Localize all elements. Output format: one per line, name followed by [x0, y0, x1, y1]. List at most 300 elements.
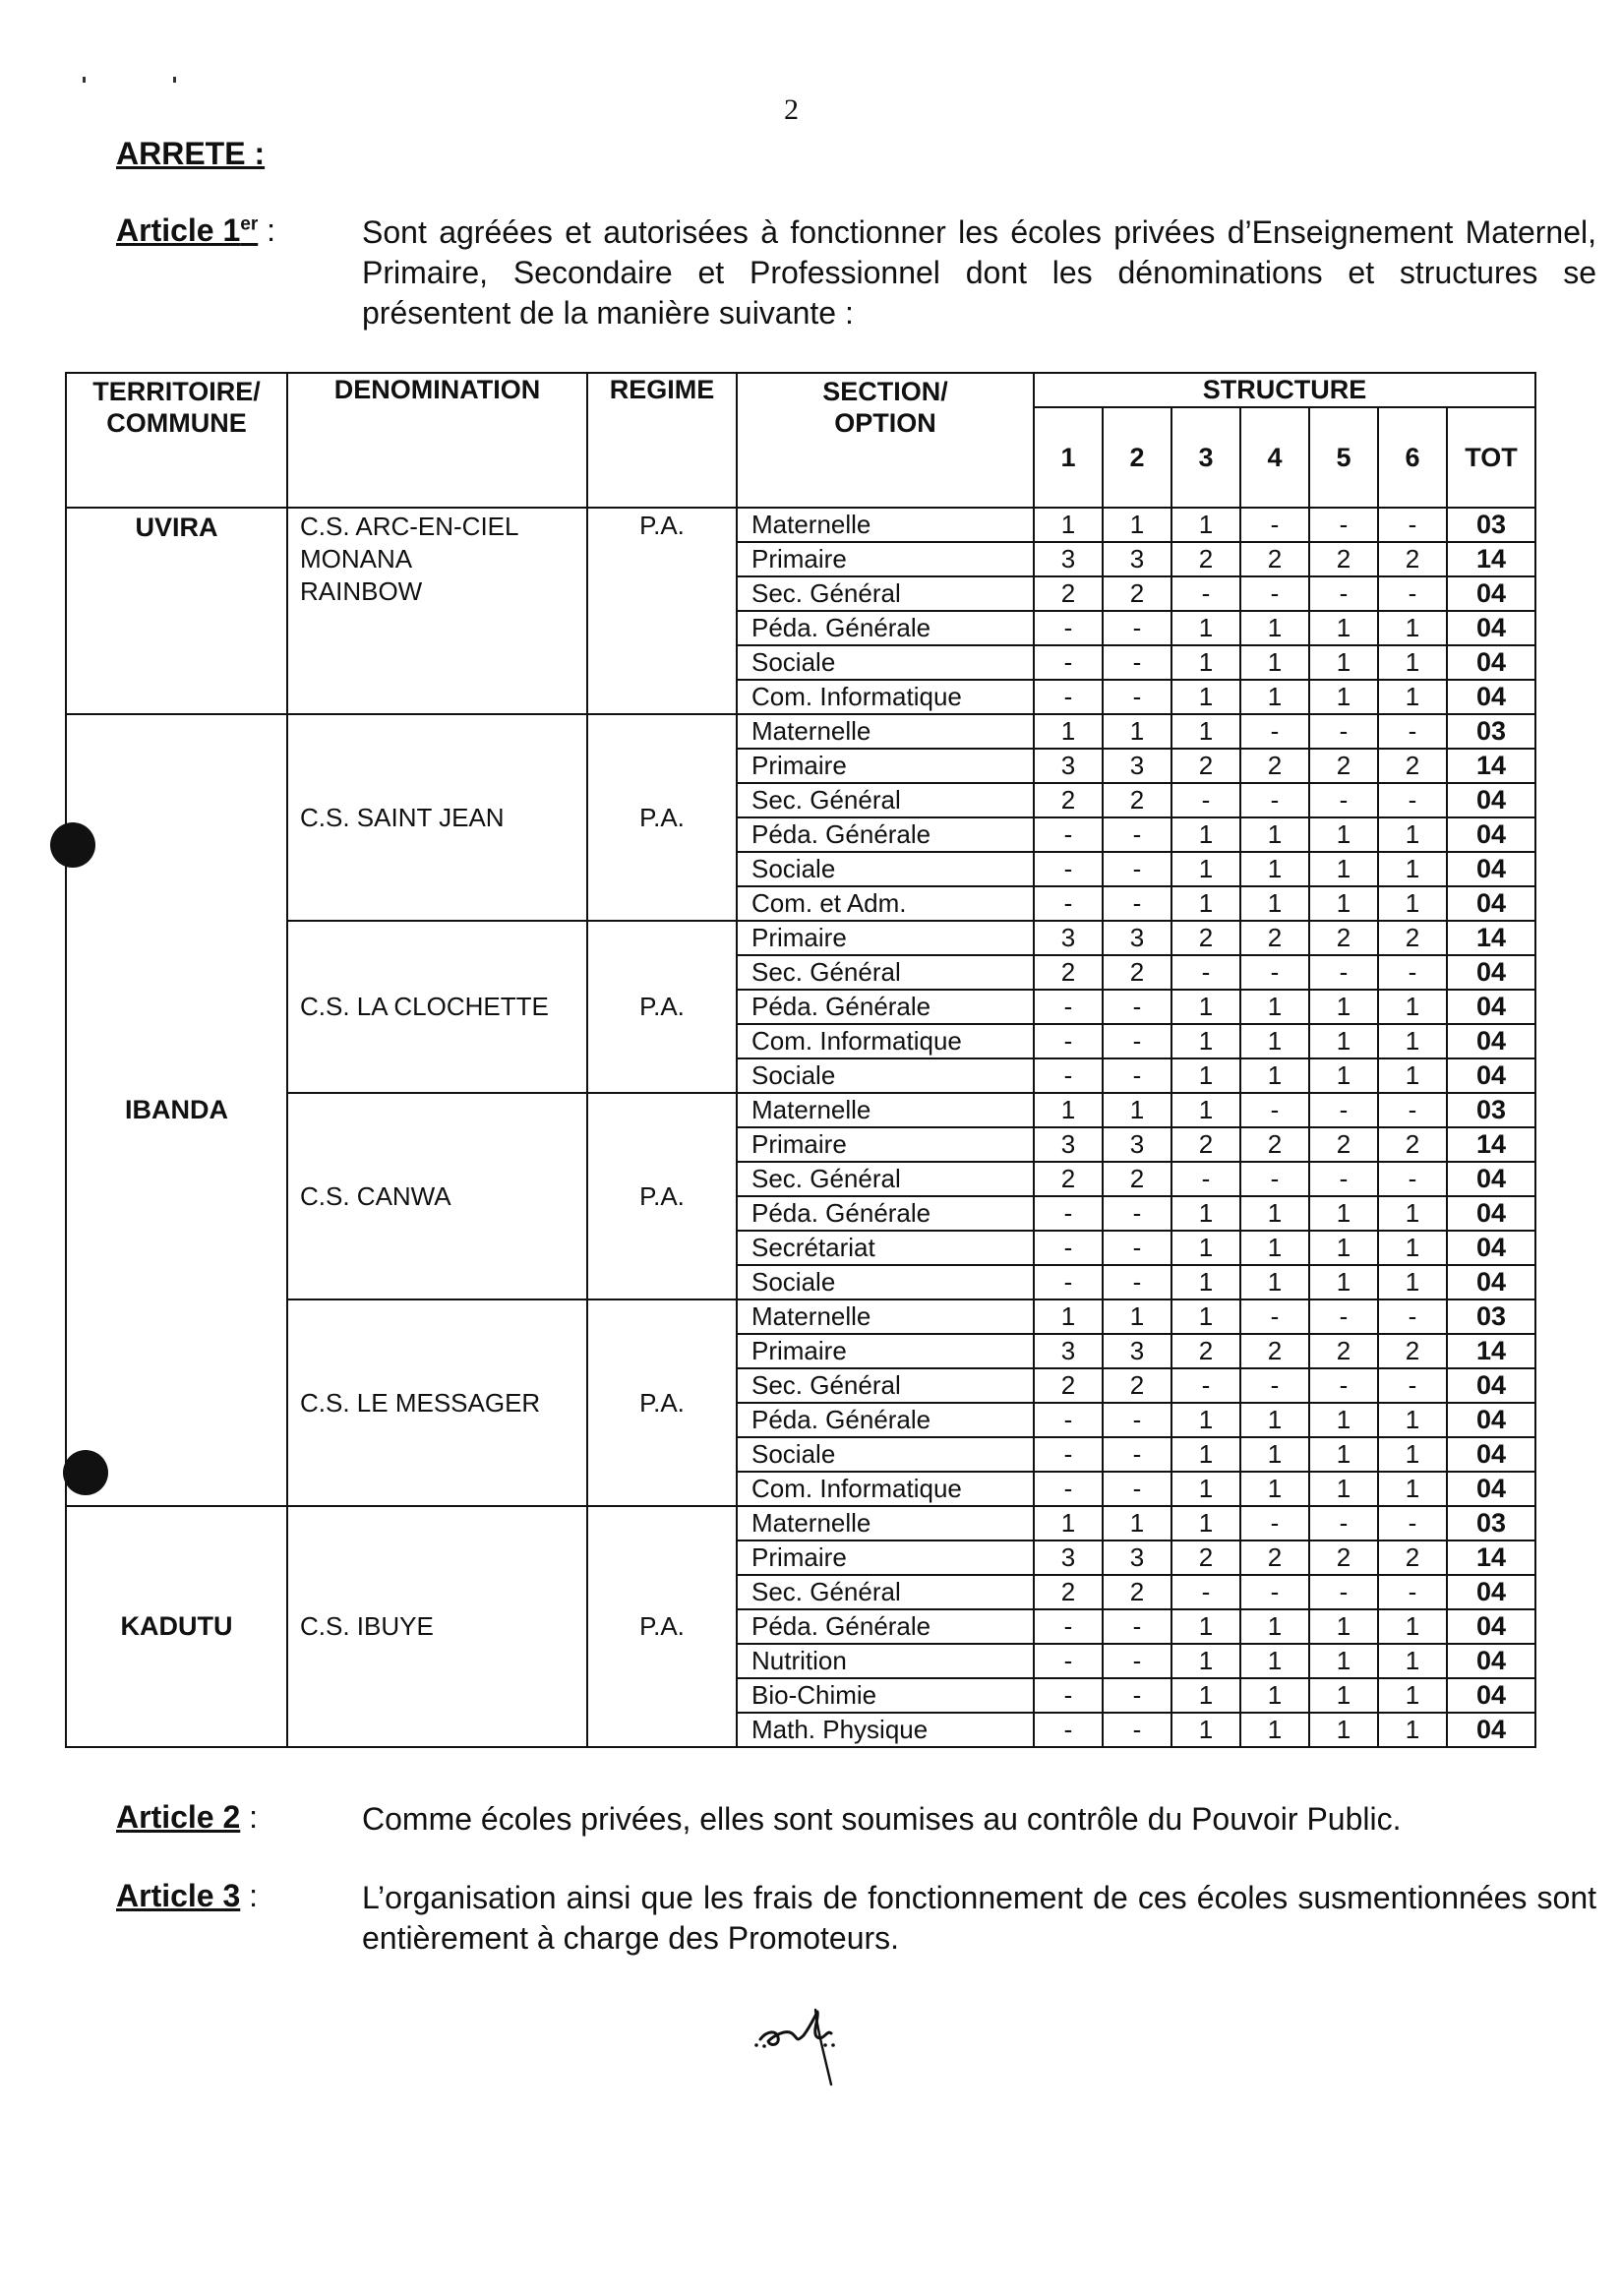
structure-level-cell: 1 [1309, 645, 1378, 680]
structure-level-cell: 1 [1240, 611, 1309, 645]
total-cell: 04 [1447, 680, 1535, 714]
structure-level-cell: 1 [1103, 508, 1171, 542]
total-cell: 04 [1447, 1713, 1535, 1747]
structure-level-cell: - [1103, 1058, 1171, 1093]
section-option-cell: Primaire [737, 921, 1034, 955]
article-2-text: Comme écoles privées, elles sont soumises au contrôle du Pouvoir Public. [362, 1801, 1402, 1837]
section-option-cell: Maternelle [737, 1093, 1034, 1127]
section-option-cell: Sec. Général [737, 1368, 1034, 1403]
structure-level-cell: 3 [1103, 542, 1171, 576]
regime-cell: P.A. [587, 1299, 737, 1506]
structure-level-cell: - [1103, 1196, 1171, 1231]
structure-level-cell: 1 [1309, 1609, 1378, 1644]
structure-level-cell: - [1309, 1299, 1378, 1334]
structure-level-cell: 1 [1378, 886, 1447, 921]
structure-level-cell: - [1240, 576, 1309, 611]
section-option-cell: Primaire [737, 1541, 1034, 1575]
structure-level-cell: - [1103, 645, 1171, 680]
handwritten-initials-signature [752, 1982, 861, 2090]
total-cell: 14 [1447, 1541, 1535, 1575]
structure-level-cell: - [1034, 1713, 1103, 1747]
structure-level-cell: 2 [1103, 955, 1171, 990]
section-option-cell: Com. Informatique [737, 680, 1034, 714]
total-cell: 04 [1447, 852, 1535, 886]
structure-level-cell: 1 [1240, 645, 1309, 680]
structure-level-cell: - [1240, 508, 1309, 542]
structure-level-cell: 1 [1309, 1265, 1378, 1299]
structure-level-cell: 1 [1309, 852, 1378, 886]
header-level-3: 3 [1171, 407, 1240, 508]
denomination-cell [287, 1506, 587, 1747]
structure-level-cell: 1 [1240, 1058, 1309, 1093]
table-body [66, 508, 1535, 1747]
total-cell: 04 [1447, 817, 1535, 852]
total-cell: 14 [1447, 1334, 1535, 1368]
article-1-text: Sont agréées et autorisées à fonctionner les écoles privées d’Enseignement Maternel, Primaire, Secondaire et Professionnel dont les dénominations et structures se présentent de la manière suivante : [362, 214, 1596, 331]
structure-level-cell: - [1378, 1162, 1447, 1196]
total-cell: 04 [1447, 611, 1535, 645]
structure-level-cell: - [1378, 576, 1447, 611]
structure-level-cell: - [1378, 1575, 1447, 1609]
section-option-cell: Primaire [737, 1127, 1034, 1162]
structure-level-cell: 2 [1034, 576, 1103, 611]
structure-level-cell: - [1171, 783, 1240, 817]
structure-level-cell: - [1034, 817, 1103, 852]
structure-level-cell: 2 [1309, 921, 1378, 955]
total-cell: 04 [1447, 1609, 1535, 1644]
section-option-cell: Sociale [737, 645, 1034, 680]
total-cell: 14 [1447, 1127, 1535, 1162]
structure-level-cell: 1 [1378, 1644, 1447, 1678]
structure-level-cell: - [1034, 1472, 1103, 1506]
structure-level-cell: 2 [1378, 921, 1447, 955]
structure-level-cell: 1 [1378, 680, 1447, 714]
denomination-cell [287, 1299, 587, 1506]
header-denomination: DENOMINATION [287, 373, 587, 508]
structure-level-cell: - [1378, 955, 1447, 990]
table-row [66, 1299, 1535, 1334]
structure-level-cell: 1 [1171, 1403, 1240, 1437]
structure-level-cell: 1 [1034, 714, 1103, 749]
structure-level-cell: 1 [1240, 1024, 1309, 1058]
structure-level-cell: 1 [1171, 886, 1240, 921]
structure-level-cell: 1 [1171, 1265, 1240, 1299]
structure-level-cell: 2 [1240, 1541, 1309, 1575]
header-territoire: TERRITOIRE/ COMMUNE [66, 373, 287, 508]
header-level-4: 4 [1240, 407, 1309, 508]
total-cell: 04 [1447, 1644, 1535, 1678]
denomination-line: C.S. ARC-EN-CIEL [300, 512, 519, 541]
structure-level-cell: - [1034, 1058, 1103, 1093]
structure-level-cell: - [1034, 1403, 1103, 1437]
structure-level-cell: - [1240, 783, 1309, 817]
structure-level-cell: 1 [1378, 1024, 1447, 1058]
section-option-cell: Sec. Général [737, 576, 1034, 611]
header-regime: REGIME [587, 373, 737, 508]
structure-level-cell: - [1171, 1162, 1240, 1196]
structure-level-cell: - [1171, 1368, 1240, 1403]
structure-level-cell: - [1240, 1368, 1309, 1403]
total-cell: 14 [1447, 749, 1535, 783]
section-option-cell: Sec. Général [737, 783, 1034, 817]
structure-level-cell: - [1103, 1024, 1171, 1058]
structure-level-cell: - [1034, 680, 1103, 714]
structure-level-cell: 1 [1309, 1644, 1378, 1678]
structure-level-cell: 2 [1034, 1368, 1103, 1403]
denomination-cell [287, 508, 587, 714]
total-cell: 03 [1447, 1506, 1535, 1541]
denomination-line: C.S. SAINT JEAN [300, 802, 505, 832]
structure-level-cell: - [1103, 1403, 1171, 1437]
structure-level-cell: - [1309, 508, 1378, 542]
structure-level-cell: - [1034, 1196, 1103, 1231]
article-2 [116, 1799, 1493, 1848]
territory-cell: UVIRA [66, 508, 287, 714]
structure-level-cell: - [1103, 1472, 1171, 1506]
structure-level-cell: - [1240, 1506, 1309, 1541]
structure-level-cell: 1 [1240, 1472, 1309, 1506]
structure-level-cell: 1 [1309, 886, 1378, 921]
structure-level-cell: - [1378, 714, 1447, 749]
structure-level-cell: - [1034, 852, 1103, 886]
total-cell: 14 [1447, 542, 1535, 576]
section-option-cell: Sociale [737, 1058, 1034, 1093]
article-1 [116, 212, 1596, 340]
structure-level-cell: - [1034, 1678, 1103, 1713]
structure-level-cell: 1 [1309, 1231, 1378, 1265]
section-option-cell: Sociale [737, 852, 1034, 886]
structure-level-cell: 1 [1171, 1713, 1240, 1747]
structure-level-cell: 1 [1171, 1196, 1240, 1231]
structure-level-cell: - [1034, 645, 1103, 680]
total-cell: 04 [1447, 1196, 1535, 1231]
structure-level-cell: - [1103, 1678, 1171, 1713]
table-row [66, 1093, 1535, 1127]
structure-level-cell: 2 [1378, 542, 1447, 576]
structure-level-cell: 2 [1240, 749, 1309, 783]
structure-level-cell: 1 [1034, 1093, 1103, 1127]
structure-level-cell: - [1103, 1609, 1171, 1644]
structure-level-cell: 2 [1378, 1127, 1447, 1162]
structure-level-cell: 2 [1309, 542, 1378, 576]
structure-level-cell: 2 [1240, 1334, 1309, 1368]
total-cell: 04 [1447, 1575, 1535, 1609]
structure-level-cell: - [1034, 1265, 1103, 1299]
structure-level-cell: - [1378, 1093, 1447, 1127]
structure-level-cell: 1 [1171, 1058, 1240, 1093]
structure-level-cell: 1 [1240, 1265, 1309, 1299]
structure-level-cell: - [1103, 1437, 1171, 1472]
structure-level-cell: 3 [1103, 921, 1171, 955]
structure-level-cell: 1 [1309, 990, 1378, 1024]
regime-cell: P.A. [587, 1093, 737, 1299]
structure-level-cell: 2 [1171, 1541, 1240, 1575]
total-cell: 03 [1447, 1299, 1535, 1334]
structure-level-cell: 1 [1171, 1678, 1240, 1713]
structure-level-cell: 1 [1309, 1024, 1378, 1058]
structure-level-cell: 1 [1240, 1678, 1309, 1713]
structure-level-cell: 3 [1034, 921, 1103, 955]
structure-level-cell: 3 [1034, 1541, 1103, 1575]
structure-level-cell: 1 [1309, 1196, 1378, 1231]
structure-level-cell: 2 [1240, 542, 1309, 576]
structure-level-cell: 2 [1309, 1127, 1378, 1162]
denomination-line: MONANA [300, 544, 413, 574]
structure-level-cell: 1 [1171, 1437, 1240, 1472]
structure-level-cell: - [1378, 1368, 1447, 1403]
structure-level-cell: 1 [1378, 817, 1447, 852]
denomination-line: RAINBOW [300, 576, 423, 606]
structure-level-cell: - [1309, 714, 1378, 749]
structure-level-cell: 2 [1378, 749, 1447, 783]
structure-level-cell: 1 [1171, 1231, 1240, 1265]
structure-level-cell: 1 [1309, 680, 1378, 714]
structure-level-cell: - [1103, 611, 1171, 645]
structure-level-cell: - [1103, 852, 1171, 886]
structure-level-cell: - [1240, 1575, 1309, 1609]
structure-level-cell: 1 [1240, 990, 1309, 1024]
structure-level-cell: 1 [1171, 611, 1240, 645]
structure-level-cell: 2 [1103, 1162, 1171, 1196]
section-option-cell: Bio-Chimie [737, 1678, 1034, 1713]
structure-level-cell: 1 [1171, 817, 1240, 852]
section-option-cell: Péda. Générale [737, 817, 1034, 852]
structure-level-cell: 1 [1309, 1713, 1378, 1747]
section-option-cell: Sociale [737, 1437, 1034, 1472]
structure-level-cell: 1 [1309, 1472, 1378, 1506]
section-option-cell: Math. Physique [737, 1713, 1034, 1747]
total-cell: 04 [1447, 990, 1535, 1024]
structure-level-cell: 2 [1240, 1127, 1309, 1162]
structure-level-cell: - [1034, 1644, 1103, 1678]
article-1-label: Article 1er : [116, 212, 276, 248]
structure-level-cell: - [1240, 1299, 1309, 1334]
structure-level-cell: 1 [1378, 1678, 1447, 1713]
structure-level-cell: 1 [1309, 611, 1378, 645]
territory-cell: KADUTU [66, 1506, 287, 1747]
section-option-cell: Com. Informatique [737, 1472, 1034, 1506]
regime-cell: P.A. [587, 921, 737, 1093]
structure-level-cell: - [1240, 714, 1309, 749]
structure-level-cell: - [1378, 1506, 1447, 1541]
structure-level-cell: - [1103, 886, 1171, 921]
structure-level-cell: 2 [1171, 1334, 1240, 1368]
structure-level-cell: 2 [1034, 1162, 1103, 1196]
denomination-line: C.S. LA CLOCHETTE [300, 992, 549, 1021]
structure-level-cell: 2 [1171, 921, 1240, 955]
structure-level-cell: - [1309, 783, 1378, 817]
structure-level-cell: 1 [1103, 1093, 1171, 1127]
structure-level-cell: 1 [1034, 508, 1103, 542]
total-cell: 04 [1447, 1024, 1535, 1058]
section-option-cell: Maternelle [737, 1506, 1034, 1541]
territory-cell: IBANDA [66, 714, 287, 1506]
section-option-cell: Primaire [737, 749, 1034, 783]
structure-level-cell: 2 [1034, 1575, 1103, 1609]
structure-level-cell: - [1034, 611, 1103, 645]
section-option-cell: Sec. Général [737, 1162, 1034, 1196]
header-section: SECTION/ OPTION [737, 373, 1034, 508]
table-row [66, 921, 1535, 955]
structure-level-cell: 1 [1309, 1437, 1378, 1472]
total-cell: 04 [1447, 955, 1535, 990]
structure-level-cell: 1 [1378, 1196, 1447, 1231]
structure-level-cell: - [1103, 1644, 1171, 1678]
section-option-cell: Péda. Générale [737, 1196, 1034, 1231]
section-option-cell: Péda. Générale [737, 1609, 1034, 1644]
structure-level-cell: - [1103, 990, 1171, 1024]
structure-level-cell: 3 [1034, 1334, 1103, 1368]
scan-speck [173, 77, 176, 83]
structure-level-cell: 3 [1103, 1541, 1171, 1575]
section-option-cell: Primaire [737, 1334, 1034, 1368]
structure-level-cell: 3 [1103, 749, 1171, 783]
structure-level-cell: 2 [1309, 749, 1378, 783]
structure-level-cell: 1 [1103, 714, 1171, 749]
structure-level-cell: 1 [1103, 1299, 1171, 1334]
denomination-line: C.S. CANWA [300, 1180, 451, 1211]
structure-level-cell: - [1378, 783, 1447, 817]
table-row [66, 508, 1535, 542]
punch-hole-mark [50, 822, 95, 868]
structure-level-cell: - [1309, 1162, 1378, 1196]
structure-level-cell: 1 [1034, 1299, 1103, 1334]
structure-level-cell: 2 [1103, 783, 1171, 817]
section-option-cell: Primaire [737, 542, 1034, 576]
structure-level-cell: 1 [1240, 1231, 1309, 1265]
structure-level-cell: 1 [1309, 1058, 1378, 1093]
structure-level-cell: - [1034, 886, 1103, 921]
total-cell: 04 [1447, 1231, 1535, 1265]
structure-level-cell: 1 [1378, 1403, 1447, 1437]
total-cell: 04 [1447, 1162, 1535, 1196]
total-cell: 04 [1447, 1472, 1535, 1506]
section-option-cell: Secrétariat [737, 1231, 1034, 1265]
table-row [66, 714, 1535, 749]
structure-level-cell: - [1103, 1231, 1171, 1265]
structure-level-cell: 1 [1378, 1609, 1447, 1644]
structure-level-cell: - [1240, 1162, 1309, 1196]
section-option-cell: Com. Informatique [737, 1024, 1034, 1058]
section-option-cell: Maternelle [737, 714, 1034, 749]
total-cell: 03 [1447, 714, 1535, 749]
section-option-cell: Sec. Général [737, 1575, 1034, 1609]
structure-level-cell: 1 [1171, 852, 1240, 886]
structure-level-cell: 2 [1103, 1368, 1171, 1403]
scan-speck [83, 77, 86, 83]
denomination-line: C.S. LE MESSAGER [300, 1387, 541, 1418]
structure-level-cell: 1 [1240, 1196, 1309, 1231]
page-number: 2 [784, 93, 799, 126]
structure-level-cell: 1 [1240, 817, 1309, 852]
structure-level-cell: 1 [1171, 680, 1240, 714]
article-2-label: Article 2 : [116, 1799, 259, 1835]
total-cell: 04 [1447, 1368, 1535, 1403]
structure-level-cell: - [1034, 1231, 1103, 1265]
structure-level-cell: - [1309, 1575, 1378, 1609]
header-total: TOT [1447, 407, 1535, 508]
structure-level-cell: 1 [1171, 508, 1240, 542]
total-cell: 04 [1447, 645, 1535, 680]
schools-structure-table [65, 372, 1536, 1748]
structure-level-cell: 1 [1240, 886, 1309, 921]
section-option-cell: Sociale [737, 1265, 1034, 1299]
regime-cell: P.A. [587, 1506, 737, 1747]
structure-level-cell: 2 [1240, 921, 1309, 955]
regime-cell: P.A. [587, 508, 737, 714]
structure-level-cell: - [1240, 1093, 1309, 1127]
structure-level-cell: 1 [1378, 1437, 1447, 1472]
structure-level-cell: 2 [1309, 1334, 1378, 1368]
section-option-cell: Péda. Générale [737, 1403, 1034, 1437]
structure-level-cell: - [1103, 1265, 1171, 1299]
denomination-cell [287, 1093, 587, 1299]
section-option-cell: Péda. Générale [737, 611, 1034, 645]
structure-level-cell: 1 [1378, 645, 1447, 680]
table-row [66, 1506, 1535, 1541]
structure-level-cell: 1 [1240, 1644, 1309, 1678]
structure-level-cell: 3 [1034, 1127, 1103, 1162]
structure-level-cell: 2 [1034, 955, 1103, 990]
section-option-cell: Péda. Générale [737, 990, 1034, 1024]
structure-level-cell: 1 [1171, 990, 1240, 1024]
total-cell: 04 [1447, 576, 1535, 611]
section-option-cell: Sec. Général [737, 955, 1034, 990]
structure-level-cell: - [1171, 576, 1240, 611]
structure-level-cell: 3 [1103, 1334, 1171, 1368]
punch-hole-mark [63, 1450, 108, 1495]
denomination-cell [287, 714, 587, 921]
structure-level-cell: 1 [1171, 1644, 1240, 1678]
structure-level-cell: 1 [1171, 1024, 1240, 1058]
structure-level-cell: 1 [1378, 611, 1447, 645]
total-cell: 03 [1447, 508, 1535, 542]
structure-level-cell: 1 [1171, 645, 1240, 680]
structure-level-cell: 1 [1240, 1437, 1309, 1472]
structure-level-cell: 1 [1378, 990, 1447, 1024]
structure-level-cell: 2 [1171, 1127, 1240, 1162]
structure-level-cell: 2 [1103, 576, 1171, 611]
structure-level-cell: 2 [1378, 1541, 1447, 1575]
structure-level-cell: 1 [1309, 817, 1378, 852]
structure-level-cell: 2 [1103, 1575, 1171, 1609]
structure-level-cell: 1 [1309, 1678, 1378, 1713]
structure-level-cell: - [1309, 576, 1378, 611]
structure-level-cell: - [1171, 1575, 1240, 1609]
structure-level-cell: - [1309, 955, 1378, 990]
article-3 [116, 1878, 1596, 1966]
structure-level-cell: - [1034, 1437, 1103, 1472]
structure-level-cell: - [1034, 990, 1103, 1024]
structure-level-cell: 1 [1378, 1713, 1447, 1747]
structure-level-cell: 3 [1034, 749, 1103, 783]
header-level-2: 2 [1103, 407, 1171, 508]
structure-level-cell: - [1309, 1506, 1378, 1541]
total-cell: 04 [1447, 1403, 1535, 1437]
total-cell: 03 [1447, 1093, 1535, 1127]
article-3-text: L’organisation ainsi que les frais de fonctionnement de ces écoles susmentionnées sont entièrement à charge des Promoteurs. [362, 1880, 1596, 1956]
header-level-5: 5 [1309, 407, 1378, 508]
structure-level-cell: 1 [1309, 1403, 1378, 1437]
structure-level-cell: 1 [1240, 852, 1309, 886]
structure-level-cell: - [1378, 508, 1447, 542]
structure-level-cell: 3 [1103, 1127, 1171, 1162]
total-cell: 04 [1447, 1678, 1535, 1713]
structure-level-cell: 2 [1378, 1334, 1447, 1368]
structure-level-cell: 1 [1171, 1299, 1240, 1334]
total-cell: 04 [1447, 886, 1535, 921]
structure-level-cell: 1 [1171, 1472, 1240, 1506]
